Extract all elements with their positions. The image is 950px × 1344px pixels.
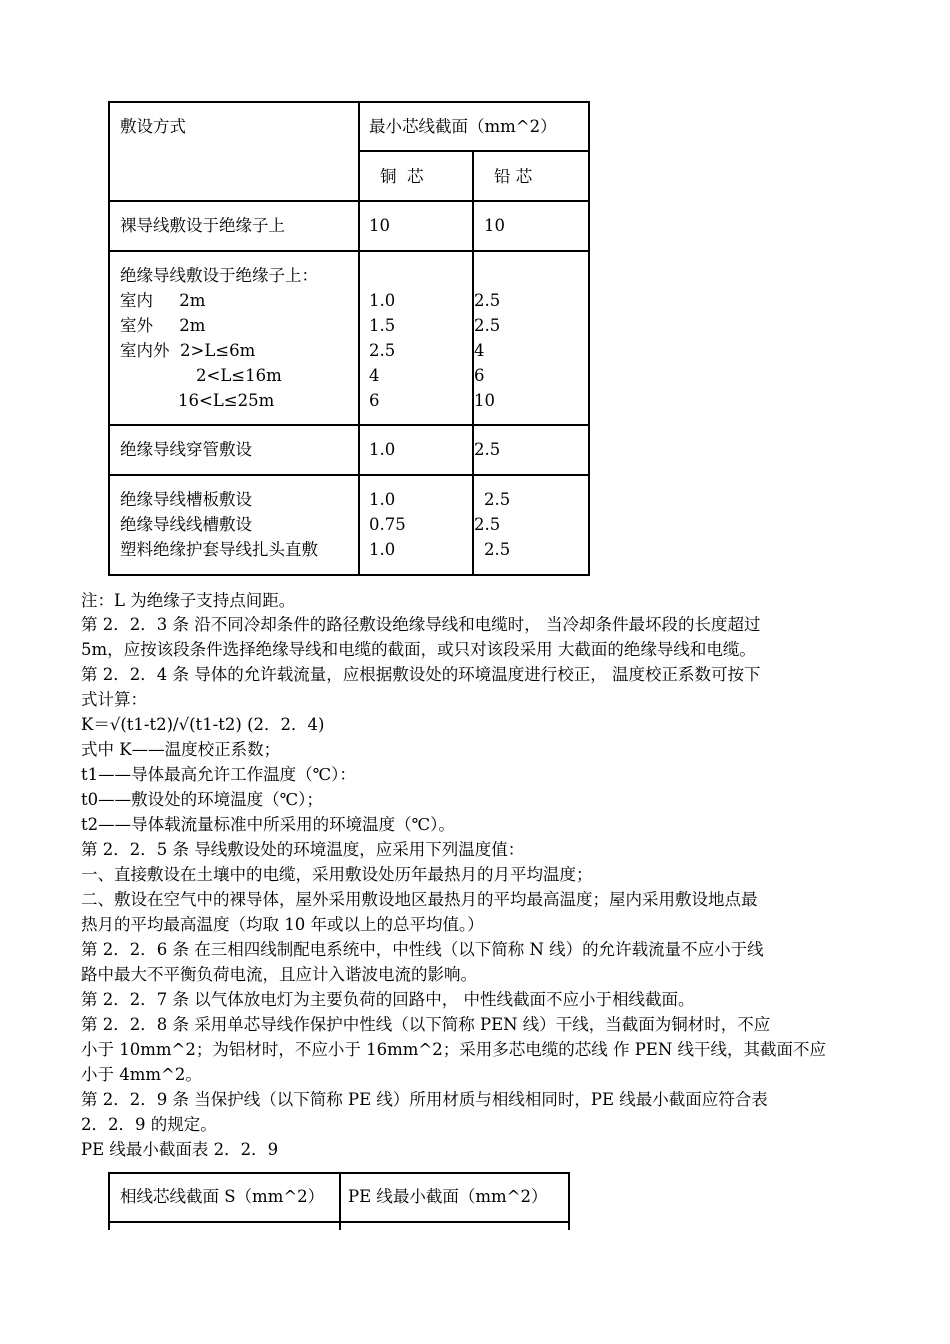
table1-row-al: 10: [484, 216, 505, 235]
body-line: 5m，应按该段条件选择绝缘导线和电缆的截面，或只对该段采用 大截面的绝缘导线和电缆。: [81, 640, 756, 659]
body-line: 第 2．2．7 条 以气体放电灯为主要负荷的回路中， 中性线截面不应小于相线截面。: [81, 990, 695, 1009]
body-line: 第 2．2．5 条 导线敷设处的环境温度，应采用下列温度值：: [81, 840, 525, 859]
table1-header-copper: 铜 芯: [380, 167, 424, 186]
table1-row-al: 10: [474, 391, 495, 410]
body-line: 第 2．2．9 条 当保护线（以下简称 PE 线）所用材质与相线相同时，PE 线最小截面应符合表: [81, 1090, 768, 1109]
table1-row-al: 2.5: [474, 316, 501, 335]
table1-row-cu: 2.5: [369, 341, 396, 360]
body-line: t1——导体最高允许工作温度（℃）：: [81, 765, 356, 784]
body-line: 式计算：: [81, 690, 147, 709]
body-line: 一、直接敷设在土壤中的电缆，采用敷设处历年最热月的月平均温度；: [81, 865, 593, 884]
body-line: 2．2．9 的规定。: [81, 1115, 217, 1134]
table1-row-cu: 1.5: [369, 316, 396, 335]
table1-row-label: 绝缘导线穿管敷设: [120, 440, 252, 459]
table1-row-cu: 6: [369, 391, 380, 410]
formula-line: K＝√(t1-t2)/√(t1-t2) (2．2．4): [81, 715, 325, 734]
table1-row-label: 2<L≤16m: [196, 366, 282, 385]
table1-row-al: 2.5: [474, 440, 501, 459]
body-line: t2——导体载流量标准中所采用的环境温度（℃）。: [81, 815, 455, 834]
table1-row-al: 6: [474, 366, 485, 385]
table1-row-cu: 1.0: [369, 490, 396, 509]
body-line: 第 2．2．4 条 导体的允许载流量，应根据敷设处的环境温度进行校正， 温度校正系数可按下: [81, 665, 761, 684]
table1-header-aluminum: 铅 芯: [494, 167, 533, 186]
table1-row-label: 室内外 2>L≤6m: [120, 341, 256, 360]
table1-row-cu: 1.0: [369, 440, 396, 459]
body-line: 小于 10mm^2；为铝材时，不应小于 16mm^2；采用多芯电缆的芯线 作 PEN 线干线，其截面不应: [81, 1040, 827, 1059]
table1-row-label: 绝缘导线线槽敷设: [120, 515, 252, 534]
table1-row-label: 绝缘导线敷设于绝缘子上：: [120, 266, 318, 285]
body-line: 第 2．2．6 条 在三相四线制配电系统中，中性线（以下简称 N 线）的允许载流量不应小于线: [81, 940, 764, 959]
table1-row-label: 塑料绝缘护套导线扎头直敷: [120, 540, 318, 559]
body-line: t0——敷设处的环境温度（℃）；: [81, 790, 323, 809]
body-line: 第 2．2．3 条 沿不同冷却条件的路径敷设绝缘导线和电缆时， 当冷却条件最坏段的长度超过: [81, 615, 761, 634]
table1-row-label: 16<L≤25m: [178, 391, 275, 410]
table1-row-cu: 1.0: [369, 291, 396, 310]
table1-row-al: 2.5: [484, 490, 511, 509]
body-line: 第 2．2．8 条 采用单芯导线作保护中性线（以下简称 PEN 线）干线，当截面为铜材时，不应: [81, 1015, 771, 1034]
table1-row-al: 2.5: [474, 515, 501, 534]
body-line: 式中 K——温度校正系数；: [81, 740, 281, 759]
table1-header-method: 敷设方式: [120, 117, 186, 136]
table1-row-cu: 4: [369, 366, 380, 385]
body-line: 路中最大不平衡负荷电流，且应计入谐波电流的影响。: [81, 965, 477, 984]
table1-row-cu: 10: [369, 216, 390, 235]
table1-row-cu: 0.75: [369, 515, 406, 534]
table1-header-min-section: 最小芯线截面（mm^2）: [369, 117, 557, 136]
table1-row-label: 室内 2m: [120, 291, 206, 310]
table1-row-al: 2.5: [484, 540, 511, 559]
table2-caption: PE 线最小截面表 2．2．9: [81, 1140, 279, 1159]
body-line: 小于 4mm^2。: [81, 1065, 202, 1084]
table1-row-al: 4: [474, 341, 485, 360]
table1-row-label: 绝缘导线槽板敷设: [120, 490, 252, 509]
body-line: 二、敷设在空气中的裸导体，屋外采用敷设地区最热月的平均最高温度；屋内采用敷设地点最: [81, 890, 758, 909]
table2-header-phase-section: 相线芯线截面 S（mm^2）: [120, 1187, 325, 1206]
note-line: 注：L 为绝缘子支持点间距。: [81, 591, 296, 610]
table2-header-pe-section: PE 线最小截面（mm^2）: [348, 1187, 548, 1206]
table1-row-al: 2.5: [474, 291, 501, 310]
table1-row-label: 室外 2m: [120, 316, 206, 335]
body-line: 热月的平均最高温度（均取 10 年或以上的总平均值。）: [81, 915, 484, 934]
table1-row-cu: 1.0: [369, 540, 396, 559]
table1-row-label: 裸导线敷设于绝缘子上: [120, 216, 285, 235]
